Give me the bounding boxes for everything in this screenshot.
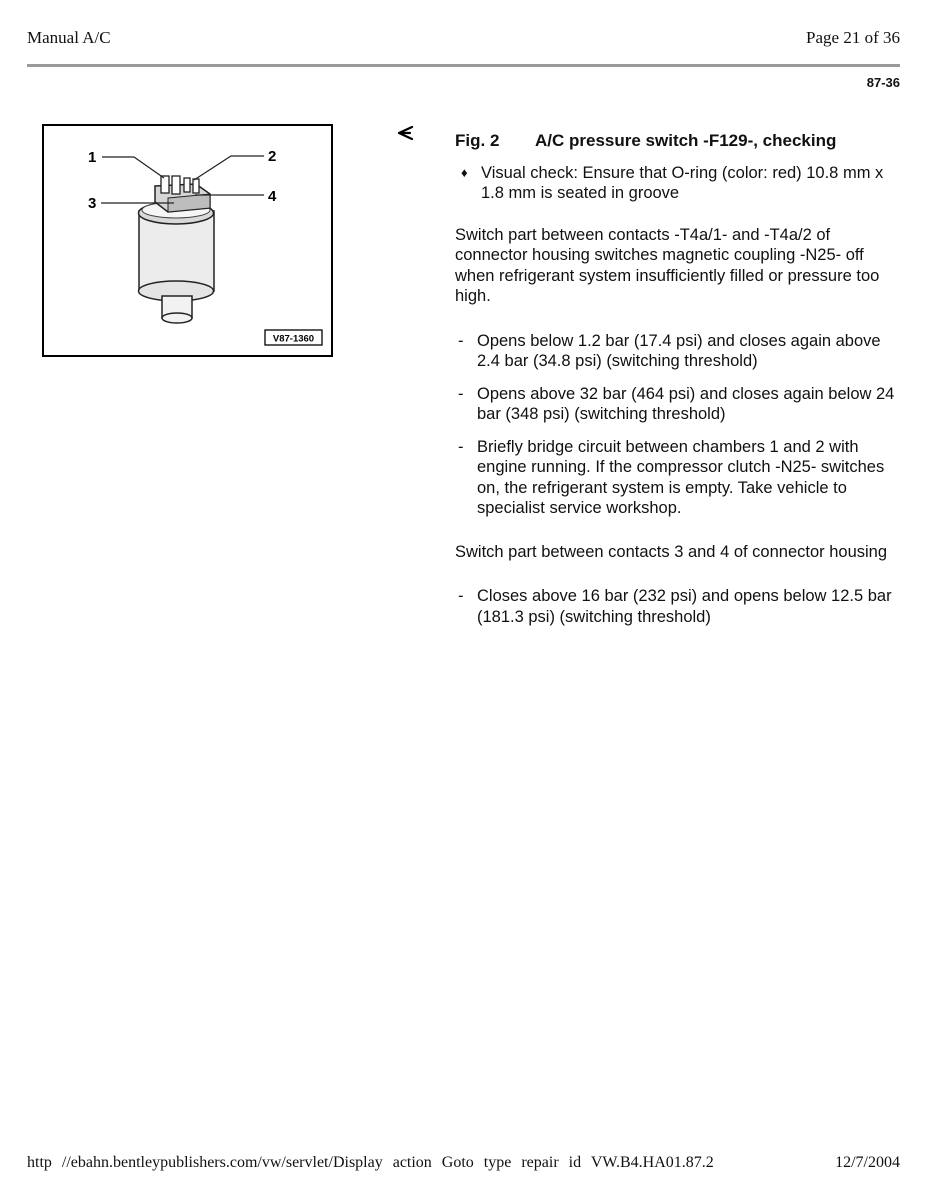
list-item-text: Briefly bridge circuit between chambers 1 and 2 with engine running. If the compressor clutch -N25- switches on, the refrigerant system is empty. Take vehicle to specialist service workshop. [477,437,885,517]
footer-url: http //ebahn.bentleypublishers.com/vw/servlet/Display action Goto type repair id VW.B4.HA01.87.2 [27,1154,714,1171]
threshold-list-1 [455,331,895,519]
procedure-text [455,131,895,639]
pressure-switch-illustration [44,126,331,355]
list-item-text: Opens above 32 bar (464 psi) and closes again below 24 bar (348 psi) (switching threshold) [477,384,895,423]
callout-1: 1 [88,149,97,166]
callout-3: 3 [88,195,97,212]
page-indicator: Page 21 of 36 [806,28,900,47]
callout-2: 2 [268,148,277,165]
pressure-switch-figure [42,124,333,357]
visual-check-item [461,163,895,204]
figure-title: A/C pressure switch -F129-, checking [535,131,837,150]
list-item-text: Closes above 16 bar (232 psi) and opens below 12.5 bar (181.3 psi) (switching threshold) [477,587,892,626]
diamond-bullet-icon: ♦ [461,164,468,180]
figure-heading [455,131,895,152]
list-item [455,384,895,425]
header-title: Manual A/C [27,28,111,47]
figure-pointer-icon [397,124,417,142]
footer-date: 12/7/2004 [835,1154,900,1171]
callout-4: 4 [268,188,277,205]
dash-mark: - [458,437,464,456]
dash-mark: - [458,587,464,605]
page-footer [27,1154,900,1172]
list-item [455,331,895,372]
threshold-list-2 [455,586,895,627]
list-item [455,586,895,627]
paragraph-contacts-t4a: Switch part between contacts -T4a/1- and -T4a/2 of connector housing switches magnetic coupling -N25- off when refrigerant system insufficiently filled or pressure too high. [455,225,880,305]
paragraph-contacts-3-4: Switch part between contacts 3 and 4 of connector housing [455,542,888,561]
header-rule [27,64,900,67]
figure-code: V87-1360 [272,333,315,345]
visual-check-text: Visual check: Ensure that O-ring (color: red) 10.8 mm x 1.8 mm is seated in groove [481,163,884,202]
section-number: 87-36 [866,75,900,90]
dash-mark: - [458,384,464,403]
list-item [455,437,895,519]
figure-number: Fig. 2 [455,131,500,150]
dash-mark: - [458,331,464,350]
list-item-text: Opens below 1.2 bar (17.4 psi) and closes again above 2.4 bar (34.8 psi) (switching threshold) [477,331,881,370]
